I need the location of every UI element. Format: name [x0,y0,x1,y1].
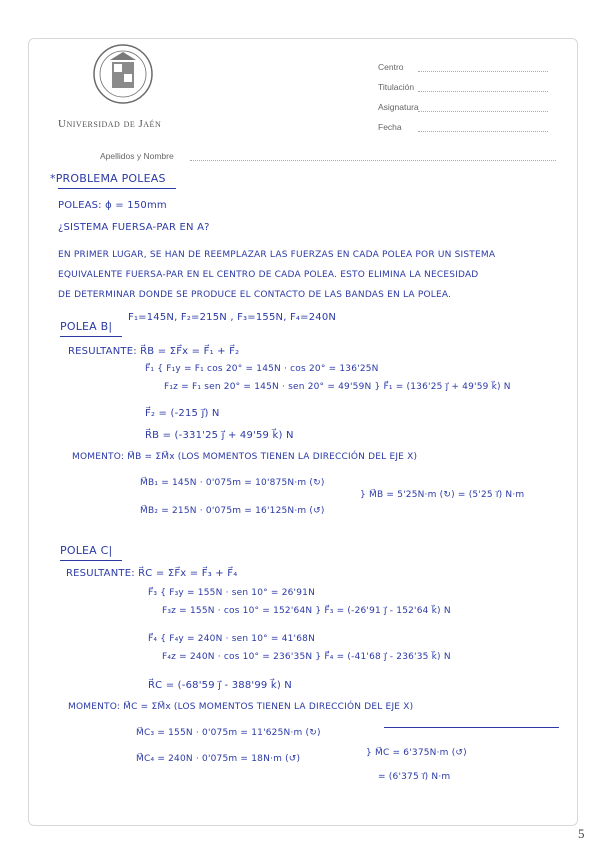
hw-line: } M⃗C = 6'375N·m (↺) [366,748,467,758]
hw-line: F⃗₄ { F₄y = 240N · sen 10° = 41'68N [148,634,316,644]
hw-line: F⃗₃ { F₃y = 155N · sen 10° = 26'91N [148,588,316,598]
university-name: Universidad de Jaén [58,118,162,130]
hw-line: POLEAS: ϕ = 150mm [58,200,167,211]
university-crest-icon [92,42,154,106]
field-asignatura: Asignatura [378,102,419,112]
hw-line: F₄z = 240N · cos 10° = 236'35N } F⃗₄ = (-41'68 j⃗ - 236'35 k⃗) N [162,652,451,662]
section-polea-b: POLEA B| [60,320,113,333]
hw-line: F⃗₂ = (-215 j⃗) N [145,408,220,419]
field-centro: Centro [378,62,404,72]
section-underline [60,560,122,561]
section-polea-c: POLEA C| [60,544,113,557]
hw-line: F₁=145N, F₂=215N , F₃=155N, F₄=240N [128,312,337,323]
section-underline [60,336,122,337]
hw-line: M⃗B₂ = 215N · 0'075m = 16'125N·m (↺) [140,506,325,516]
hw-line: F₃z = 155N · cos 10° = 152'64N } F⃗₃ = (-26'91 j⃗ - 152'64 k⃗) N [162,606,451,616]
problem-title: *PROBLEMA POLEAS [50,172,166,185]
hw-line: M⃗B₁ = 145N · 0'075m = 10'875N·m (↻) [140,478,325,488]
hw-line: RESULTANTE: R⃗C = ΣF⃗x = F⃗₃ + F⃗₄ [66,568,238,579]
hw-line: EQUIVALENTE FUERSA-PAR EN EL CENTRO DE CADA POLEA. ESTO ELIMINA LA NECESIDAD [58,270,479,280]
hw-line: MOMENTO: M⃗C = ΣM⃗x (LOS MOMENTOS TIENEN LA DIRECCIÓN DEL EJE X) [68,702,414,712]
name-label: Apellidos y Nombre [100,151,174,161]
hw-line: R⃗B = (-331'25 j⃗ + 49'59 k⃗) N [145,430,294,441]
name-line [190,160,556,161]
field-fecha: Fecha [378,122,402,132]
hw-line: R⃗C = (-68'59 j⃗ - 388'99 k⃗) N [148,680,292,691]
hw-line: ¿SISTEMA FUERSA-PAR EN A? [58,222,210,233]
title-underline [58,188,176,189]
field-titulacion: Titulación [378,82,414,92]
crossed-out-text [384,727,559,728]
hw-line: RESULTANTE: R⃗B = ΣF⃗x = F⃗₁ + F⃗₂ [68,346,240,357]
page-number: 5 [578,826,585,841]
hw-line: F₁z = F₁ sen 20° = 145N · sen 20° = 49'59N } F⃗₁ = (136'25 j⃗ + 49'59 k⃗) N [164,382,511,392]
hw-line: } M⃗B = 5'25N·m (↻) = (5'25 i⃗) N·m [360,490,525,500]
hw-line: DE DETERMINAR DONDE SE PRODUCE EL CONTACTO DE LAS BANDAS EN LA POLEA. [58,290,452,300]
hw-line: F⃗₁ { F₁y = F₁ cos 20° = 145N · cos 20° = 136'25N [145,364,379,374]
hw-line: M⃗C₃ = 155N · 0'075m = 11'625N·m (↻) [136,728,321,738]
hw-line: = (6'375 i⃗) N·m [378,772,451,782]
hw-line: EN PRIMER LUGAR, SE HAN DE REEMPLAZAR LAS FUERZAS EN CADA POLEA POR UN SISTEMA [58,250,496,260]
hw-line: MOMENTO: M⃗B = ΣM⃗x (LOS MOMENTOS TIENEN LA DIRECCIÓN DEL EJE X) [72,452,418,462]
hw-line: M⃗C₄ = 240N · 0'075m = 18N·m (↺) [136,754,301,764]
